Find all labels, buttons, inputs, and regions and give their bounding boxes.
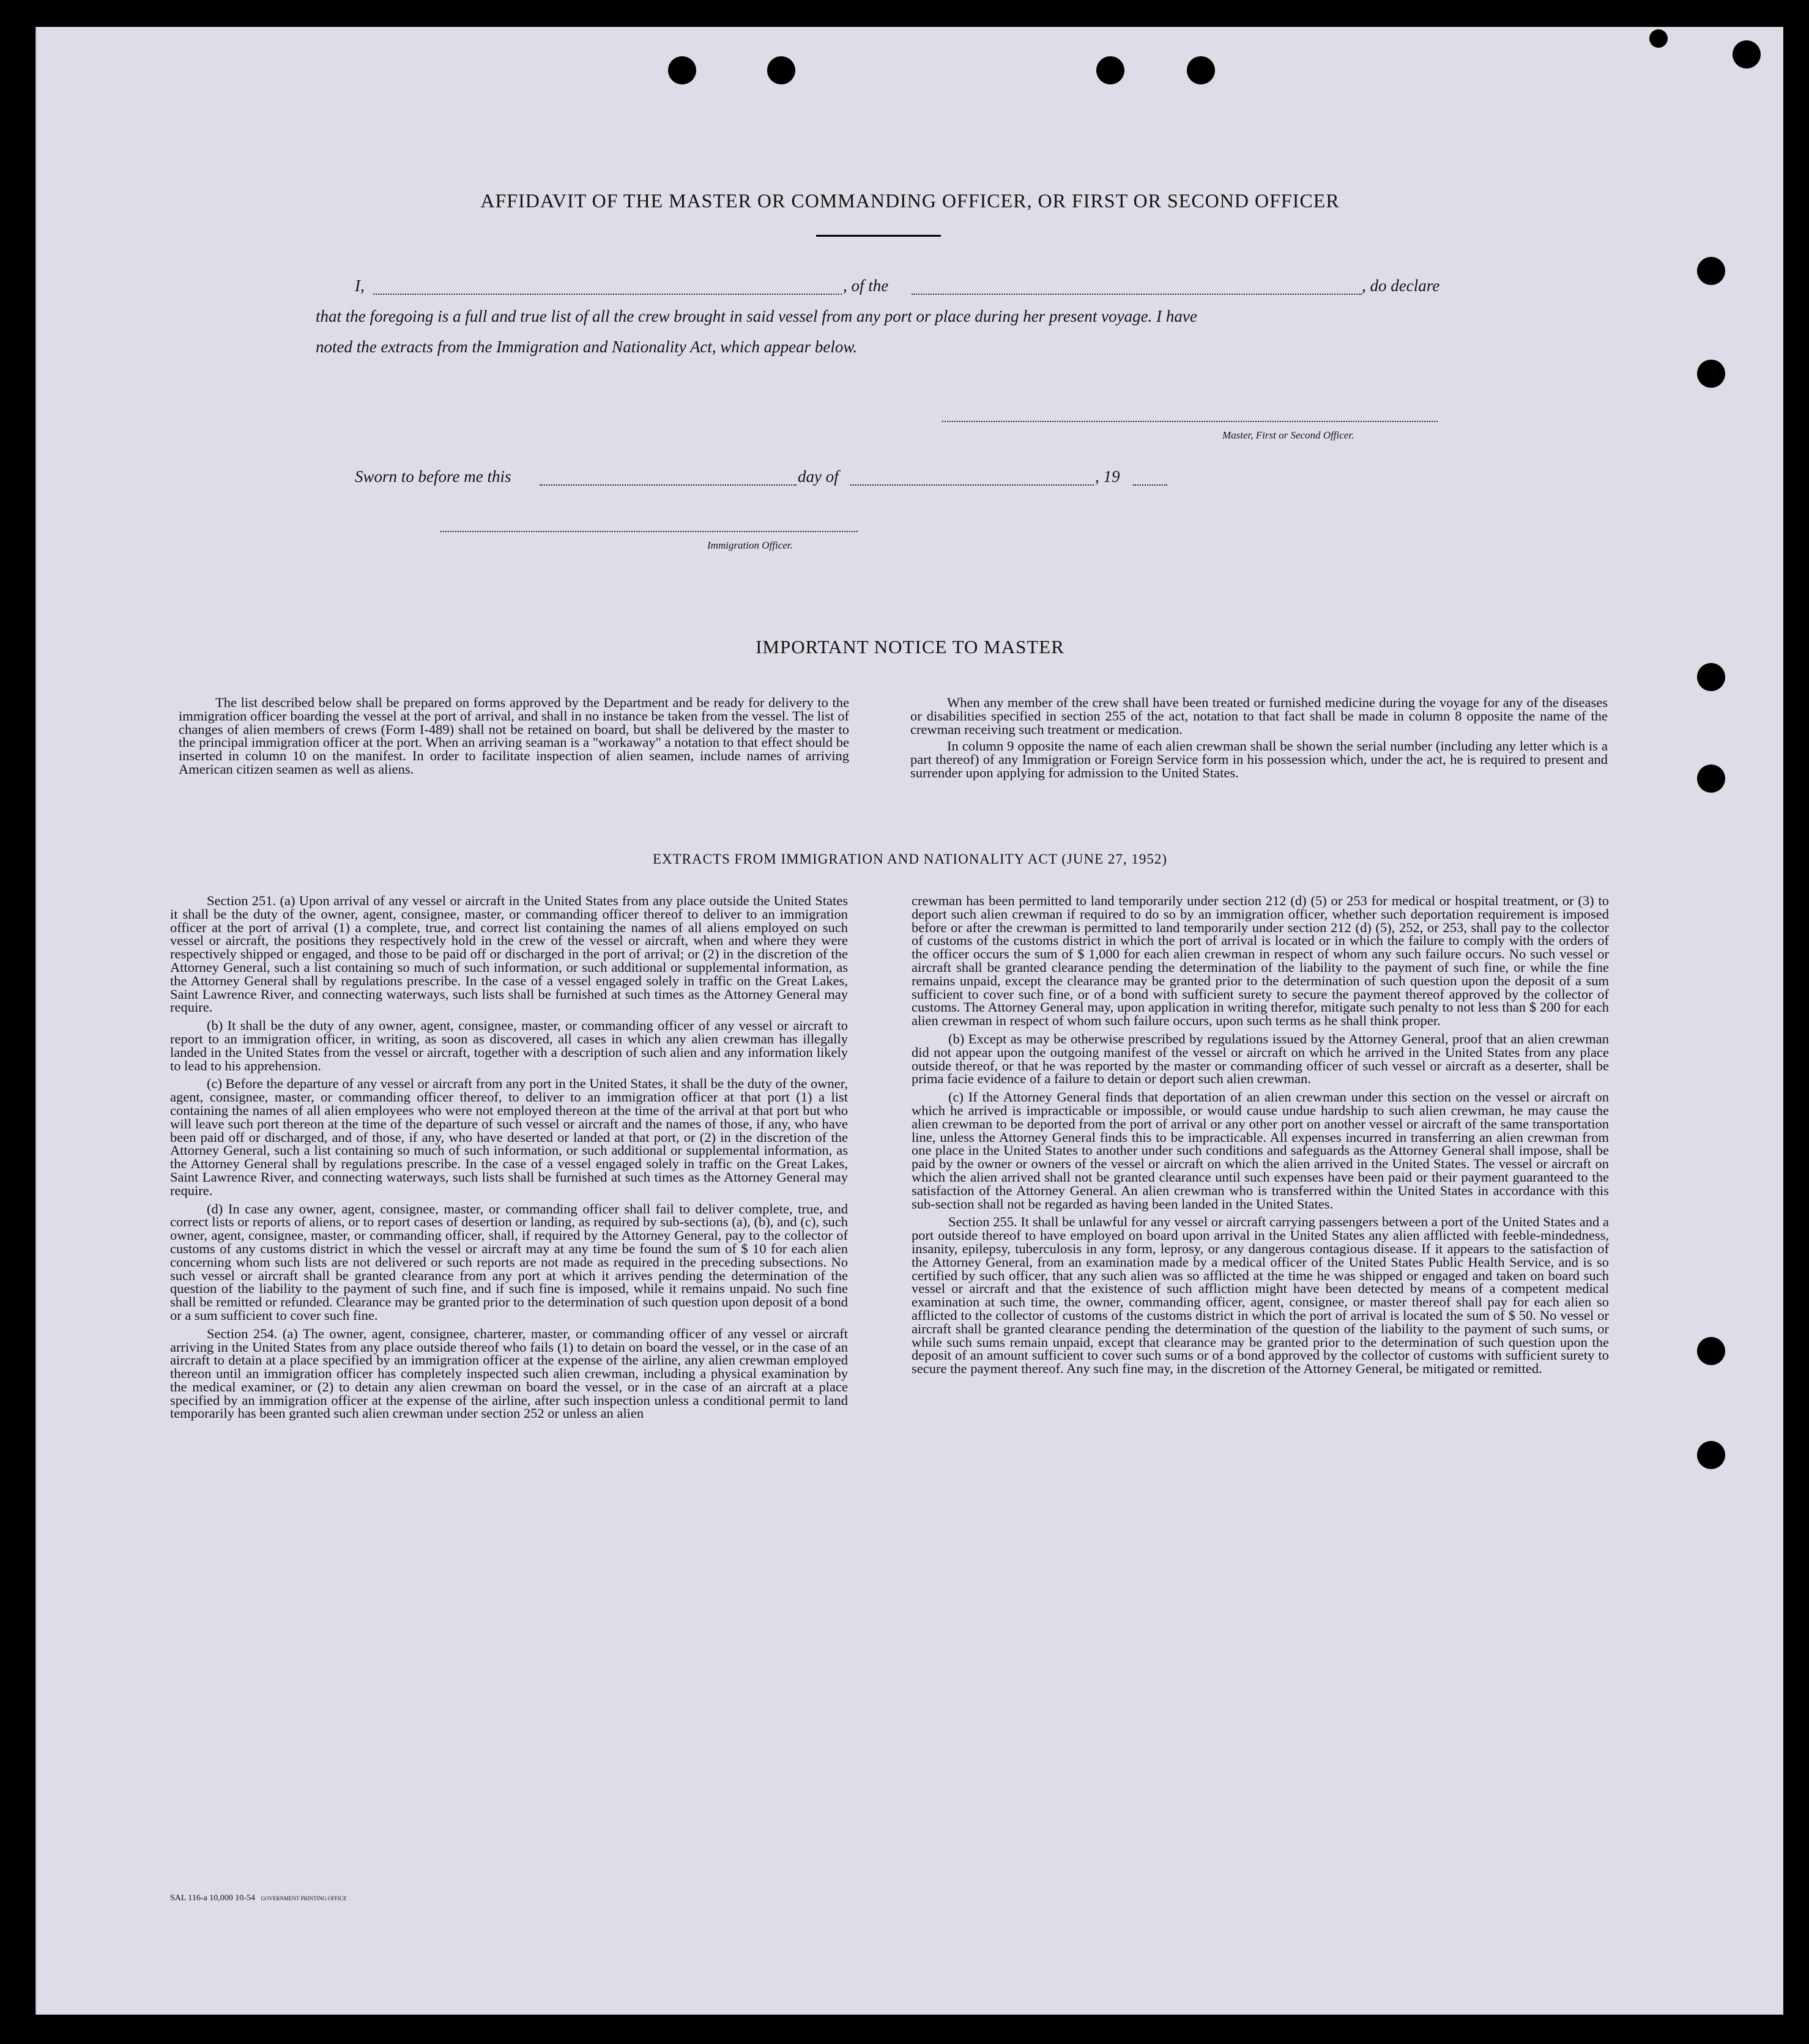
notice-right-text-2: In column 9 opposite the name of each alien crewman shall be shown the serial number (including any letter which is a part thereof) of any Immigration or Foreign Service form in his possession which, under the act, he is required to present and surrender upon applying for admission to the United States.	[910, 738, 1608, 780]
section-254-a-continued: crewman has been permitted to land temporarily under section 212 (d) (5) or 253 for medical or hospital treatment, or (3) to deport such alien crewman if required to do so by an immigration officer, whether such deportation requirement is imposed before or after the crewman is permitted to land temporarily under section 212 (d) (5), 252, or 253, shall pay to the collector of customs of the customs district in which the port of arrival is located or in which the failure to comply with the orders of the officer occurs the sum of $ 1,000 for each alien crewman in respect of whom any such failure occurs. No such vessel or aircraft shall be granted clearance pending the determination of the liability to the payment of such fine, or while the fine remains unpaid, except the clearance may be granted prior to the determination of such question upon the deposit of a sum sufficient to cover such fine, or of a bond with sufficient surety to secure the payment thereof approved by the collector of customs. The Attorney General may, upon application in writing therefor, mitigate such penalty to not less than $ 200 for each alien crewman in respect of whom such failure occurs, upon such terms as he shall think proper.	[912, 893, 1609, 1029]
section-254-b: (b) Except as may be otherwise prescribed by regulations issued by the Attorney General, proof that an alien crewman did not appear upon the outgoing manifest of the vessel or aircraft on which he arrived in the United States from any place outside thereof, or that he was reported by the master or commanding officer of such vessel or aircraft as a deserter, shall be prima facie evidence of a failure to detain or deport such alien crewman.	[912, 1031, 1609, 1087]
title-rule	[816, 235, 941, 237]
punch-hole	[1697, 765, 1725, 793]
section-251-b: (b) It shall be the duty of any owner, agent, consignee, master, or commanding officer of any vessel or aircraft to report to an immigration officer, in writing, as soon as discovered, all cases in which any alien crewman has illegally landed in the United States from the vessel or aircraft, together with a description of such alien and any information likely to lead to his apprehension.	[170, 1018, 848, 1073]
extracts-title: EXTRACTS FROM IMMIGRATION AND NATIONALITY ACT (JUNE 27, 1952)	[652, 851, 1168, 867]
notice-right-column	[910, 696, 1608, 783]
punch-hole	[1697, 360, 1725, 388]
punch-hole	[1649, 29, 1668, 48]
extracts-right-column	[912, 894, 1609, 1380]
affidavit-title: AFFIDAVIT OF THE MASTER OR COMMANDING OFFICER, OR FIRST OR SECOND OFFICER	[480, 190, 1340, 212]
vessel-blank	[912, 294, 1362, 295]
sworn-year-blank	[1133, 484, 1167, 486]
punch-hole	[1733, 40, 1761, 69]
notice-left-text: The list described below shall be prepared on forms approved by the Department and be ready for delivery to the immigration officer boarding the vessel at the port of arrival, and shall in no instance be taken from the vessel. The list of changes of alien members of crews (Form I-489) shall not be retained on board, but shall be delivered by the master to the principal immigration officer at the port. When an arriving seaman is a "workaway" a notation to that effect should be inserted in column 10 on the manifest. In order to facilitate inspection of alien seamen, include names of arriving American citizen seamen as well as aliens.	[179, 695, 849, 777]
notice-right-text-1: When any member of the crew shall have been treated or furnished medicine during the voyage for any of the diseases or disabilities specified in section 255 of the act, notation to that fact shall be made in column 8 opposite the name of the crewman receiving such treatment or medication.	[910, 695, 1608, 737]
punch-hole	[767, 56, 795, 84]
sworn-day-blank	[540, 484, 797, 486]
section-251-a: Section 251. (a) Upon arrival of any vessel or aircraft in the United States from any place outside the United States it shall be the duty of the owner, agent, consignee, master, or commanding officer thereof to deliver to an immigration officer at the port of arrival (1) a complete, true, and correct list containing the names of all aliens employed on such vessel or aircraft, the positions they respectively hold in the crew of the vessel or aircraft, when and where they were respectively shipped or engaged, and those to be paid off or discharged in the port of arrival; or (2) in the discretion of the Attorney General, such a list containing so much of such information, or such additional or supplemental information, as the Attorney General shall by regulations prescribe. In the case of a vessel engaged solely in traffic on the Great Lakes, Saint Lawrence River, and connecting waterways, such lists shall be furnished at such times as the Attorney General may require.	[170, 893, 848, 1015]
do-declare-text: , do declare	[1362, 276, 1440, 295]
declaration-line-3: noted the extracts from the Immigration and Nationality Act, which appear below.	[316, 338, 858, 356]
master-signature-line	[942, 421, 1438, 422]
section-251-d: (d) In case any owner, agent, consignee, master, or commanding officer shall fail to deliver complete, true, and correct lists or reports of aliens, or to report cases of desertion or landing, as required by sub-sections (a), (b), and (c), such owner, agent, consignee, master, or commanding officer, shall, if required by the Attorney General, pay to the collector of customs of any customs district in which the vessel or aircraft may at any time be found the sum of $ 10 for each alien concerning whom such lists are not delivered or such reports are not made as required in the preceding subsections. No such vessel or aircraft shall be granted clearance from any port at which it arrives pending the determination of the question of the liability to the payment of such fine, and if such fine is imposed, while it remains unpaid. No such fine shall be remitted or refunded. Clearance may be granted prior to the determination of such question upon deposit of a bond or a sum sufficient to cover such fine.	[170, 1201, 848, 1323]
of-the-text: , of the	[843, 276, 889, 295]
form-code-text: SAL 116-a 10,000 10-54	[170, 1894, 255, 1903]
punch-hole	[668, 56, 696, 84]
officer-signature-caption: Immigration Officer.	[707, 539, 793, 551]
master-signature-caption: Master, First or Second Officer.	[1222, 429, 1354, 441]
punch-hole	[1096, 56, 1124, 84]
extracts-left-column	[170, 894, 848, 1425]
document-page	[35, 27, 1783, 2015]
officer-signature-line	[440, 531, 858, 532]
punch-hole	[1697, 1337, 1725, 1365]
punch-hole	[1697, 257, 1725, 285]
printer-text: GOVERNMENT PRINTING OFFICE	[261, 1895, 347, 1901]
declaration-line-2: that the foregoing is a full and true list of all the crew brought in said vessel from any port or place during her present voyage. I have	[316, 307, 1197, 325]
section-254-c: (c) If the Attorney General finds that deportation of an alien crewman under this section on the vessel or aircraft on which he arrived is impracticable or impossible, or would cause undue hardship to such alien crewman, he may cause the alien crewman to be deported from the port of arrival or any other port on another vessel or aircraft of the same transportation line, unless the Attorney General finds this to be impracticable. All expenses incurred in transferring an alien crewman from one place in the United States to another under such conditions and safeguards as the Attorney General shall impose, shall be paid by the owner or owners of the vessel or aircraft on which the alien arrived in the United States. The vessel or aircraft on which the alien arrived shall not be granted clearance until such expenses have been paid or their payment guaranteed to the satisfaction of the Attorney General. An alien crewman who is transferred within the United States in accordance with this sub-section shall not be regarded as having been landed in the United States.	[912, 1089, 1609, 1212]
punch-hole	[1697, 663, 1725, 691]
section-254-a: Section 254. (a) The owner, agent, consignee, charterer, master, or commanding officer of any vessel or aircraft arriving in the United States from any place outside thereof who fails (1) to detain on board the vessel, or in the case of an aircraft to detain at a place specified by an immigration officer at the expense of the airline, any alien crewman employed thereon until an immigration officer has completely inspected such alien crewman, including a physical examination by the medical examiner, or (2) to detain any alien crewman on board the vessel, or in the case of an aircraft at a place specified by an immigration officer at the expense of the airline, after such inspection unless a conditional permit to land temporarily has been granted such alien crewman under section 252 or unless an alien	[170, 1325, 848, 1421]
notice-title: IMPORTANT NOTICE TO MASTER	[756, 636, 1064, 657]
year-text: , 19	[1095, 467, 1120, 486]
declaration-pronoun: I,	[355, 276, 365, 295]
day-of-text: day of	[798, 467, 839, 486]
sworn-text: Sworn to before me this	[355, 467, 511, 486]
punch-hole	[1697, 1441, 1725, 1469]
punch-hole	[1187, 56, 1215, 84]
section-255: Section 255. It shall be unlawful for any vessel or aircraft carrying passengers between a port of the United States and a port outside thereof to have employed on board upon arrival in the United States any alien afflicted with feeble-mindedness, insanity, epilepsy, tuberculosis in any form, leprosy, or any dangerous contagious disease. If it appears to the satisfaction of the Attorney General, from an examination made by a medical officer of the United States Public Health Service, and is so certified by such officer, that any such alien was so afflicted at the time he was shipped or engaged and taken on board such vessel or aircraft and that the existence of such affliction might have been detected by means of a competent medical examination at such time, the owner, commanding officer, agent, consignee, or master thereof shall pay for each alien so afflicted to the collector of customs of the customs district in which the port of arrival is located the sum of $ 50. No vessel or aircraft shall be granted clearance pending the determination of the question of the liability to the payment of such sums, or while such sums remain unpaid, except that clearance may be granted prior to the determination of such question upon the deposit of an amount sufficient to cover such sums or of a bond approved by the collector of customs with sufficient surety to secure the payment thereof. Any such fine may, in the discretion of the Attorney General, be mitigated or remitted.	[912, 1214, 1609, 1377]
section-251-c: (c) Before the departure of any vessel or aircraft from any port in the United States, it shall be the duty of the owner, agent, consignee, master, or commanding officer thereof, to deliver to an immigration officer at that port (1) a list containing the names of all alien employees who were not employed thereon at the time of the arrival at that port but who will leave such port thereon at the time of the departure of such vessel or aircraft and the names of those, if any, who have been paid off or discharged, and of those, if any, who have deserted or landed at that port, or (2) in the discretion of the Attorney General, such a list containing so much of such information, or such additional or supplemental information, as the Attorney General shall by regulations prescribe. In the case of a vessel engaged solely in traffic on the Great Lakes, Saint Lawrence River, and connecting waterways, such lists shall be furnished at such times as the Attorney General may require.	[170, 1076, 848, 1198]
form-code	[170, 1894, 347, 1903]
notice-left-paragraph	[179, 696, 849, 780]
name-blank	[373, 294, 842, 295]
sworn-month-blank	[850, 484, 1094, 486]
